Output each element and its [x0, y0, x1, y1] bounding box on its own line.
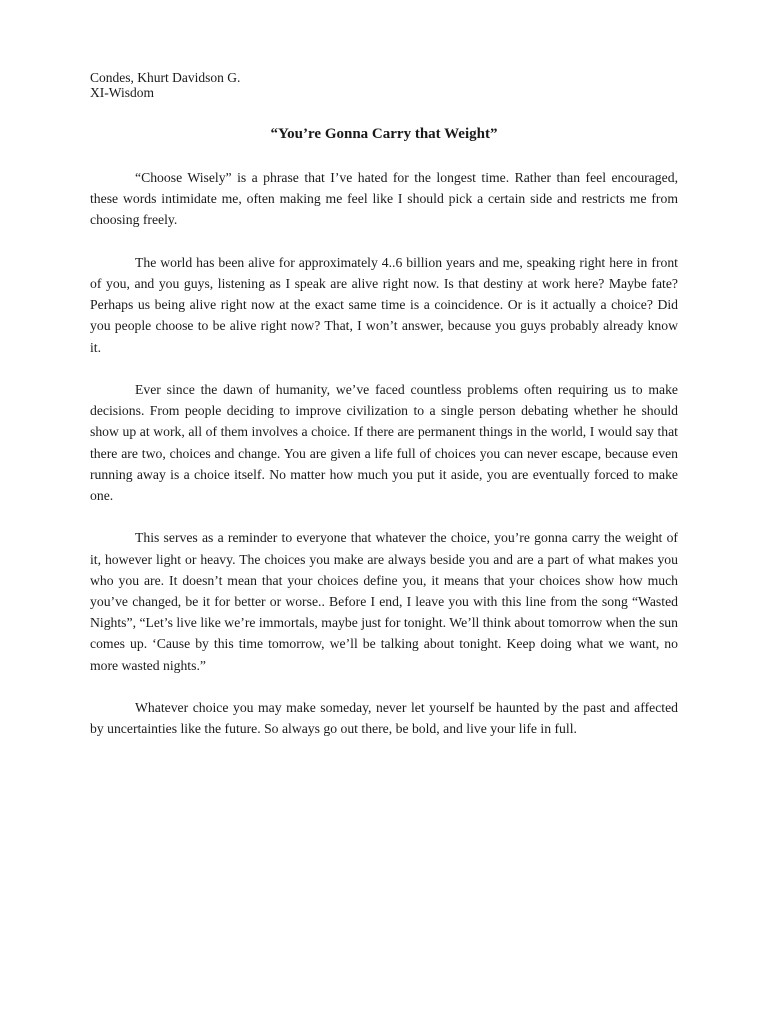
essay-body	[90, 167, 678, 761]
paragraph: Whatever choice you may make someday, never let yourself be haunted by the past and affected by uncertainties like the future. So always go out there, be bold, and live your life in full.	[90, 700, 678, 737]
paragraph: The world has been alive for approximately 4..6 billion years and me, speaking right here in front of you, and you guys, listening as I speak are alive right now. Is that destiny at work here? Maybe fate? Perhaps us being alive right now at the exact same time is a coincidence. Or is it actually a choice? Did you people choose to be alive right now? That, I won’t answer, because you guys probably already know it.	[90, 254, 678, 355]
section-name: XI-Wisdom	[90, 85, 154, 100]
paragraph: “Choose Wisely” is a phrase that I’ve hated for the longest time. Rather than feel encouraged, these words intimidate me, often making me feel like I should pick a certain side and restricts me from choosing freely.	[90, 170, 678, 228]
paragraph: This serves as a reminder to everyone that whatever the choice, you’re gonna carry the weight of it, however light or heavy. The choices you make are always beside you and are a part of what makes you who you are. It doesn’t mean that your choices define you, it means that your choices show how much you’ve changed, be it for better or worse.. Before I end, I leave you with this line from the song “Wasted Nights”, “Let’s live like we’re immortals, maybe just for tonight. We’ll think about tomorrow when the sun comes up. ‘Cause by this time tomorrow, we’ll be talking about tonight. Keep doing what we want, no more wasted nights.”	[90, 530, 678, 673]
author-name: Condes, Khurt Davidson G.	[90, 70, 241, 85]
author-header	[90, 70, 240, 100]
paragraph: Ever since the dawn of humanity, we’ve faced countless problems often requiring us to make decisions. From people deciding to improve civilization to a single person debating whether he should show up at work, all of them involves a choice. If there are permanent things in the world, I would say that there are two, choices and change. You are given a life full of choices you can never escape, because even running away is a choice itself. No matter how much you put it aside, you are eventually forced to make one.	[90, 382, 678, 504]
essay-title: “You’re Gonna Carry that Weight”	[270, 126, 498, 142]
